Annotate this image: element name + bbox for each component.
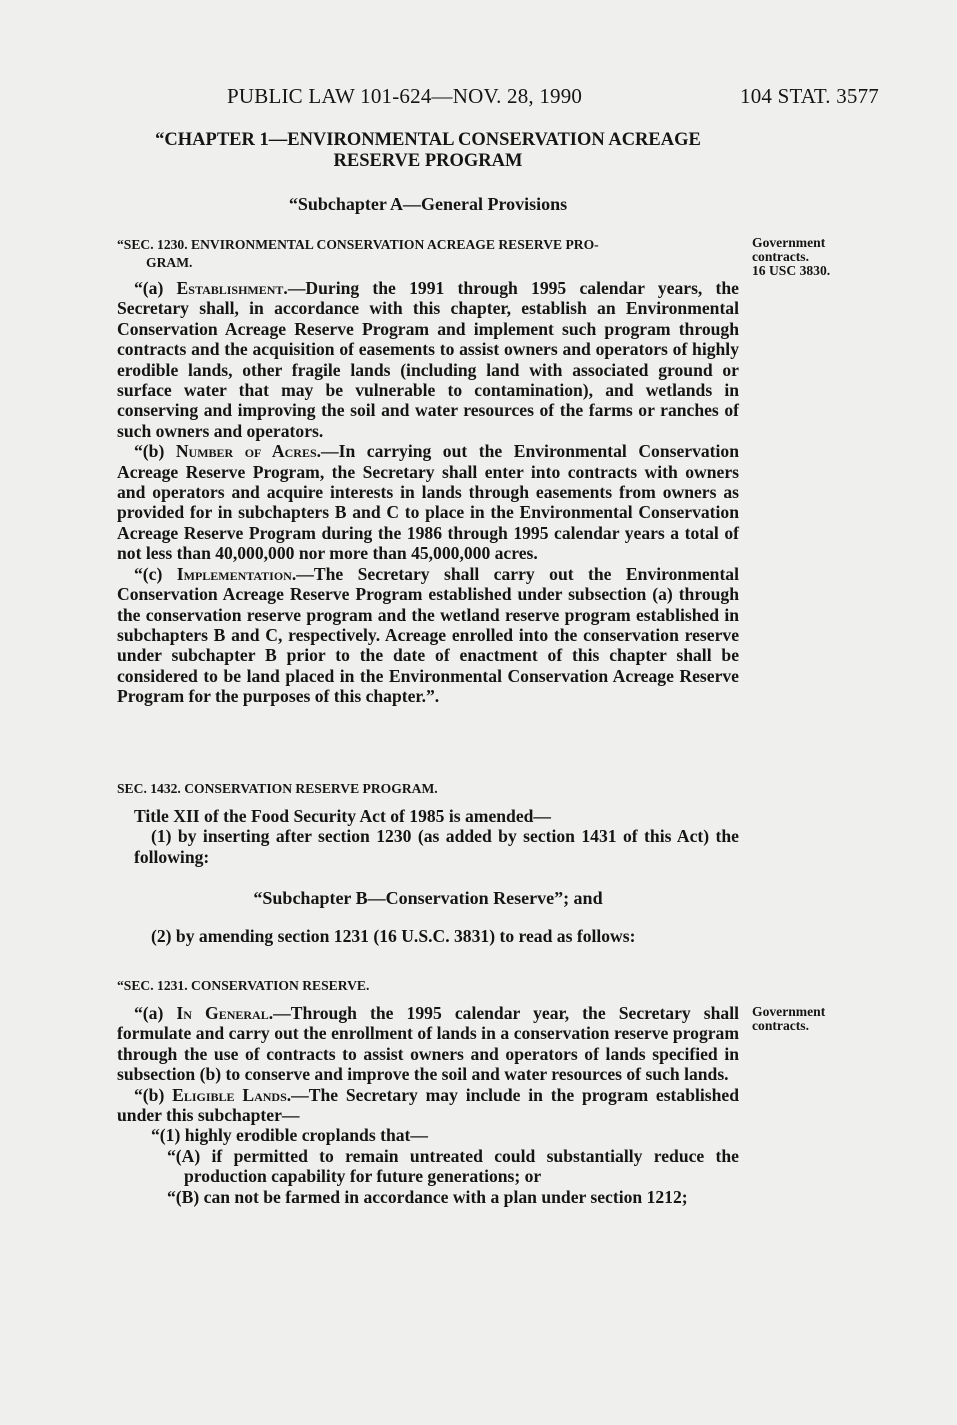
subsection-title: Implementation <box>176 563 292 584</box>
subsection-a-establishment <box>117 278 739 441</box>
subsection-text: .—The Secretary shall carry out the Environmental Conservation Acreage Reserve Program established under subsection (a) through the conservation reserve program and the wetland reserve program established in subchapters B and C, respectively. Acreage enrolled into the conservation reserve under subchapter B prior to the date of enactment of this chapter shall be considered to be land placed in the Environmental Conservation Acreage Reserve Program for the purposes of this chapter.”. <box>117 563 739 707</box>
subparagraph-b-1-B: “(B) can not be farmed in accordance with a plan under section 1212; <box>167 1186 688 1207</box>
subchapter-b-title: “Subchapter B—Conservation Reserve”; and <box>253 888 603 908</box>
law-citation: PUBLIC LAW 101-624—NOV. 28, 1990 <box>227 84 583 108</box>
margin-note-line: Government <box>752 1004 826 1019</box>
section-1432-item-1: (1) by inserting after section 1230 (as added by section 1431 of this Act) the following: <box>134 826 739 867</box>
margin-note-line: contracts. <box>752 249 809 264</box>
subsection-label: “(b) <box>134 441 176 462</box>
section-1230 <box>117 236 739 707</box>
subsection-title: Establishment <box>176 278 284 298</box>
statute-page: 104 STAT. 3577 <box>740 84 879 108</box>
subsection-text: .—In carrying out the Environmental Conservation Acreage Reserve Program, the Secretary shall enter into contracts with owners and operators and acquire interests in lands through easements from owners as provided for in subchapters B and C to place in the Environmental Conservation Acreage Reserve Program during the 1986 through 1995 calendar years a total of not less than 40,000,000 nor more than 45,000,000 acres. <box>117 441 740 564</box>
subsection-a-in-general <box>117 1003 739 1085</box>
section-1432-heading: SEC. 1432. CONSERVATION RESERVE PROGRAM. <box>117 781 438 796</box>
section-1432 <box>117 780 739 867</box>
margin-note-line: Government <box>752 235 826 250</box>
subsection-label: “(a) <box>134 278 177 298</box>
section-1432-intro: Title XII of the Food Security Act of 1985 is amended— <box>134 806 552 826</box>
subsection-text: .—Through the 1995 calendar year, the Secretary shall formulate and carry out the enrollment of lands in a conservation reserve program through the use of contracts to assist owners and operators of lands specified in subsection (b) to conserve and improve the soil and water resources of such lands. <box>117 1003 740 1085</box>
subchapter-a-title: “Subchapter A—General Provisions <box>288 194 568 214</box>
section-1231-heading: “SEC. 1231. CONSERVATION RESERVE. <box>117 978 370 993</box>
chapter-title: “CHAPTER 1—ENVIRONMENTAL CONSERVATION ACREAGE RESERVE PROGRAM <box>155 130 701 171</box>
paragraph-b-1: “(1) highly erodible croplands that— <box>151 1125 428 1146</box>
subsection-title: Number of Acres <box>175 441 317 462</box>
section-1230-heading-line1: “SEC. 1230. ENVIRONMENTAL CONSERVATION ACREAGE RESERVE PRO- <box>117 237 599 252</box>
margin-note-line: contracts. <box>752 1018 809 1033</box>
subsection-b-eligible-lands <box>117 1085 739 1126</box>
section-1230-heading <box>117 236 739 272</box>
subsection-title: In General <box>176 1003 269 1023</box>
margin-note-2 <box>752 1005 862 1033</box>
subsection-label: “(c) <box>134 563 177 584</box>
subsection-label: “(b) <box>134 1084 173 1105</box>
subsection-b-number-of-acres <box>117 441 739 563</box>
section-1432-item-2-block <box>117 926 739 946</box>
subsection-c-implementation <box>117 564 739 707</box>
subsection-text: .—During the 1991 through 1995 calendar years, the Secretary shall, in accordance with this chapter, establish an Environmental Conservation Acreage Reserve Program and implement such program through contracts and the acquisition of easements to assist owners and operators of highly erodible lands, other fragile lands (including land with associated ground or surface water that may be vulnerable to contamination), and wetlands in conserving and improving the soil and water resources of the farms or ranches of such owners and operators. <box>117 278 739 441</box>
section-1432-item-2: (2) by amending section 1231 (16 U.S.C. 3831) to read as follows: <box>151 926 636 946</box>
subsection-text: .—The Secretary may include in the program established under this subchapter— <box>117 1084 739 1126</box>
margin-note-line: 16 USC 3830. <box>752 263 831 278</box>
subsection-title: Eligible Lands <box>172 1084 287 1105</box>
margin-note-1 <box>752 236 862 278</box>
section-1231 <box>117 977 739 1207</box>
subparagraph-b-1-A: “(A) if permitted to remain untreated could substantially reduce the production capability for future generations; or <box>167 1145 739 1187</box>
subsection-label: “(a) <box>134 1003 177 1023</box>
section-1230-heading-line2: GRAM. <box>146 255 193 270</box>
